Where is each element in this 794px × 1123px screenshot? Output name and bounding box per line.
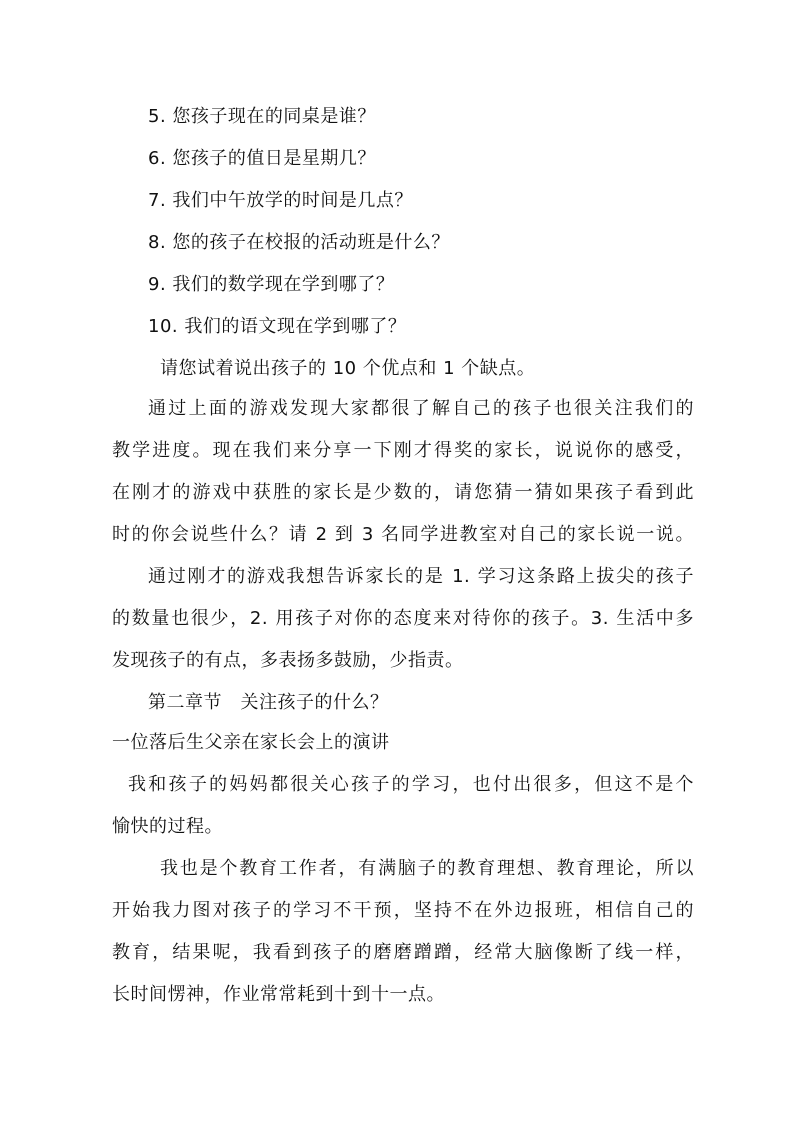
speech-title: 一位落后生父亲在家长会上的演讲 [112, 732, 390, 753]
paragraph-4-line-4: 长时间愣神，作业常常耗到十到十一点。 [112, 984, 445, 1005]
question-9: 9. 我们的数学现在学到哪了？ [148, 274, 395, 295]
paragraph-2-line-2: 的数量也很少，2. 用孩子对你的态度来对待你的孩子。3. 生活中多 [112, 608, 694, 629]
paragraph-4-line-3: 教育，结果呢，我看到孩子的磨磨蹭蹭，经常大脑像断了线一样， [112, 942, 694, 963]
paragraph-2-line-3: 发现孩子的有点，多表扬多鼓励，少指责。 [112, 650, 464, 671]
section-heading: 第二章节 关注孩子的什么？ [148, 692, 389, 713]
paragraph-2-line-1: 通过刚才的游戏我想告诉家长的是 1. 学习这条路上拔尖的孩子 [148, 566, 694, 587]
question-6: 6. 您孩子的值日是星期几？ [148, 148, 376, 169]
paragraph-1-line-4: 时的你会说些什么？请 2 到 3 名同学进教室对自己的家长说一说。 [112, 524, 694, 545]
paragraph-1-line-2: 教学进度。现在我们来分享一下刚才得奖的家长，说说你的感受， [112, 440, 694, 461]
paragraph-3-line-1: 我和孩子的妈妈都很关心孩子的学习，也付出很多，但这不是个 [128, 774, 694, 795]
paragraph-4-line-1: 我也是个教育工作者，有满脑子的教育理想、教育理论，所以 [160, 858, 694, 879]
paragraph-1-line-1: 通过上面的游戏发现大家都很了解自己的孩子也很关注我们的 [148, 398, 694, 419]
paragraph-4-line-2: 开始我力图对孩子的学习不干预，坚持不在外边报班，相信自己的 [112, 900, 694, 921]
prompt-text: 请您试着说出孩子的 10 个优点和 1 个缺点。 [160, 358, 536, 379]
question-5: 5. 您孩子现在的同桌是谁？ [148, 106, 376, 127]
question-8: 8. 您的孩子在校报的活动班是什么？ [148, 232, 450, 253]
question-7: 7. 我们中午放学的时间是几点？ [148, 190, 413, 211]
paragraph-3-line-2: 愉快的过程。 [112, 816, 223, 837]
question-10: 10. 我们的语文现在学到哪了？ [148, 316, 407, 337]
paragraph-1-line-3: 在刚才的游戏中获胜的家长是少数的，请您猜一猜如果孩子看到此 [112, 482, 694, 503]
